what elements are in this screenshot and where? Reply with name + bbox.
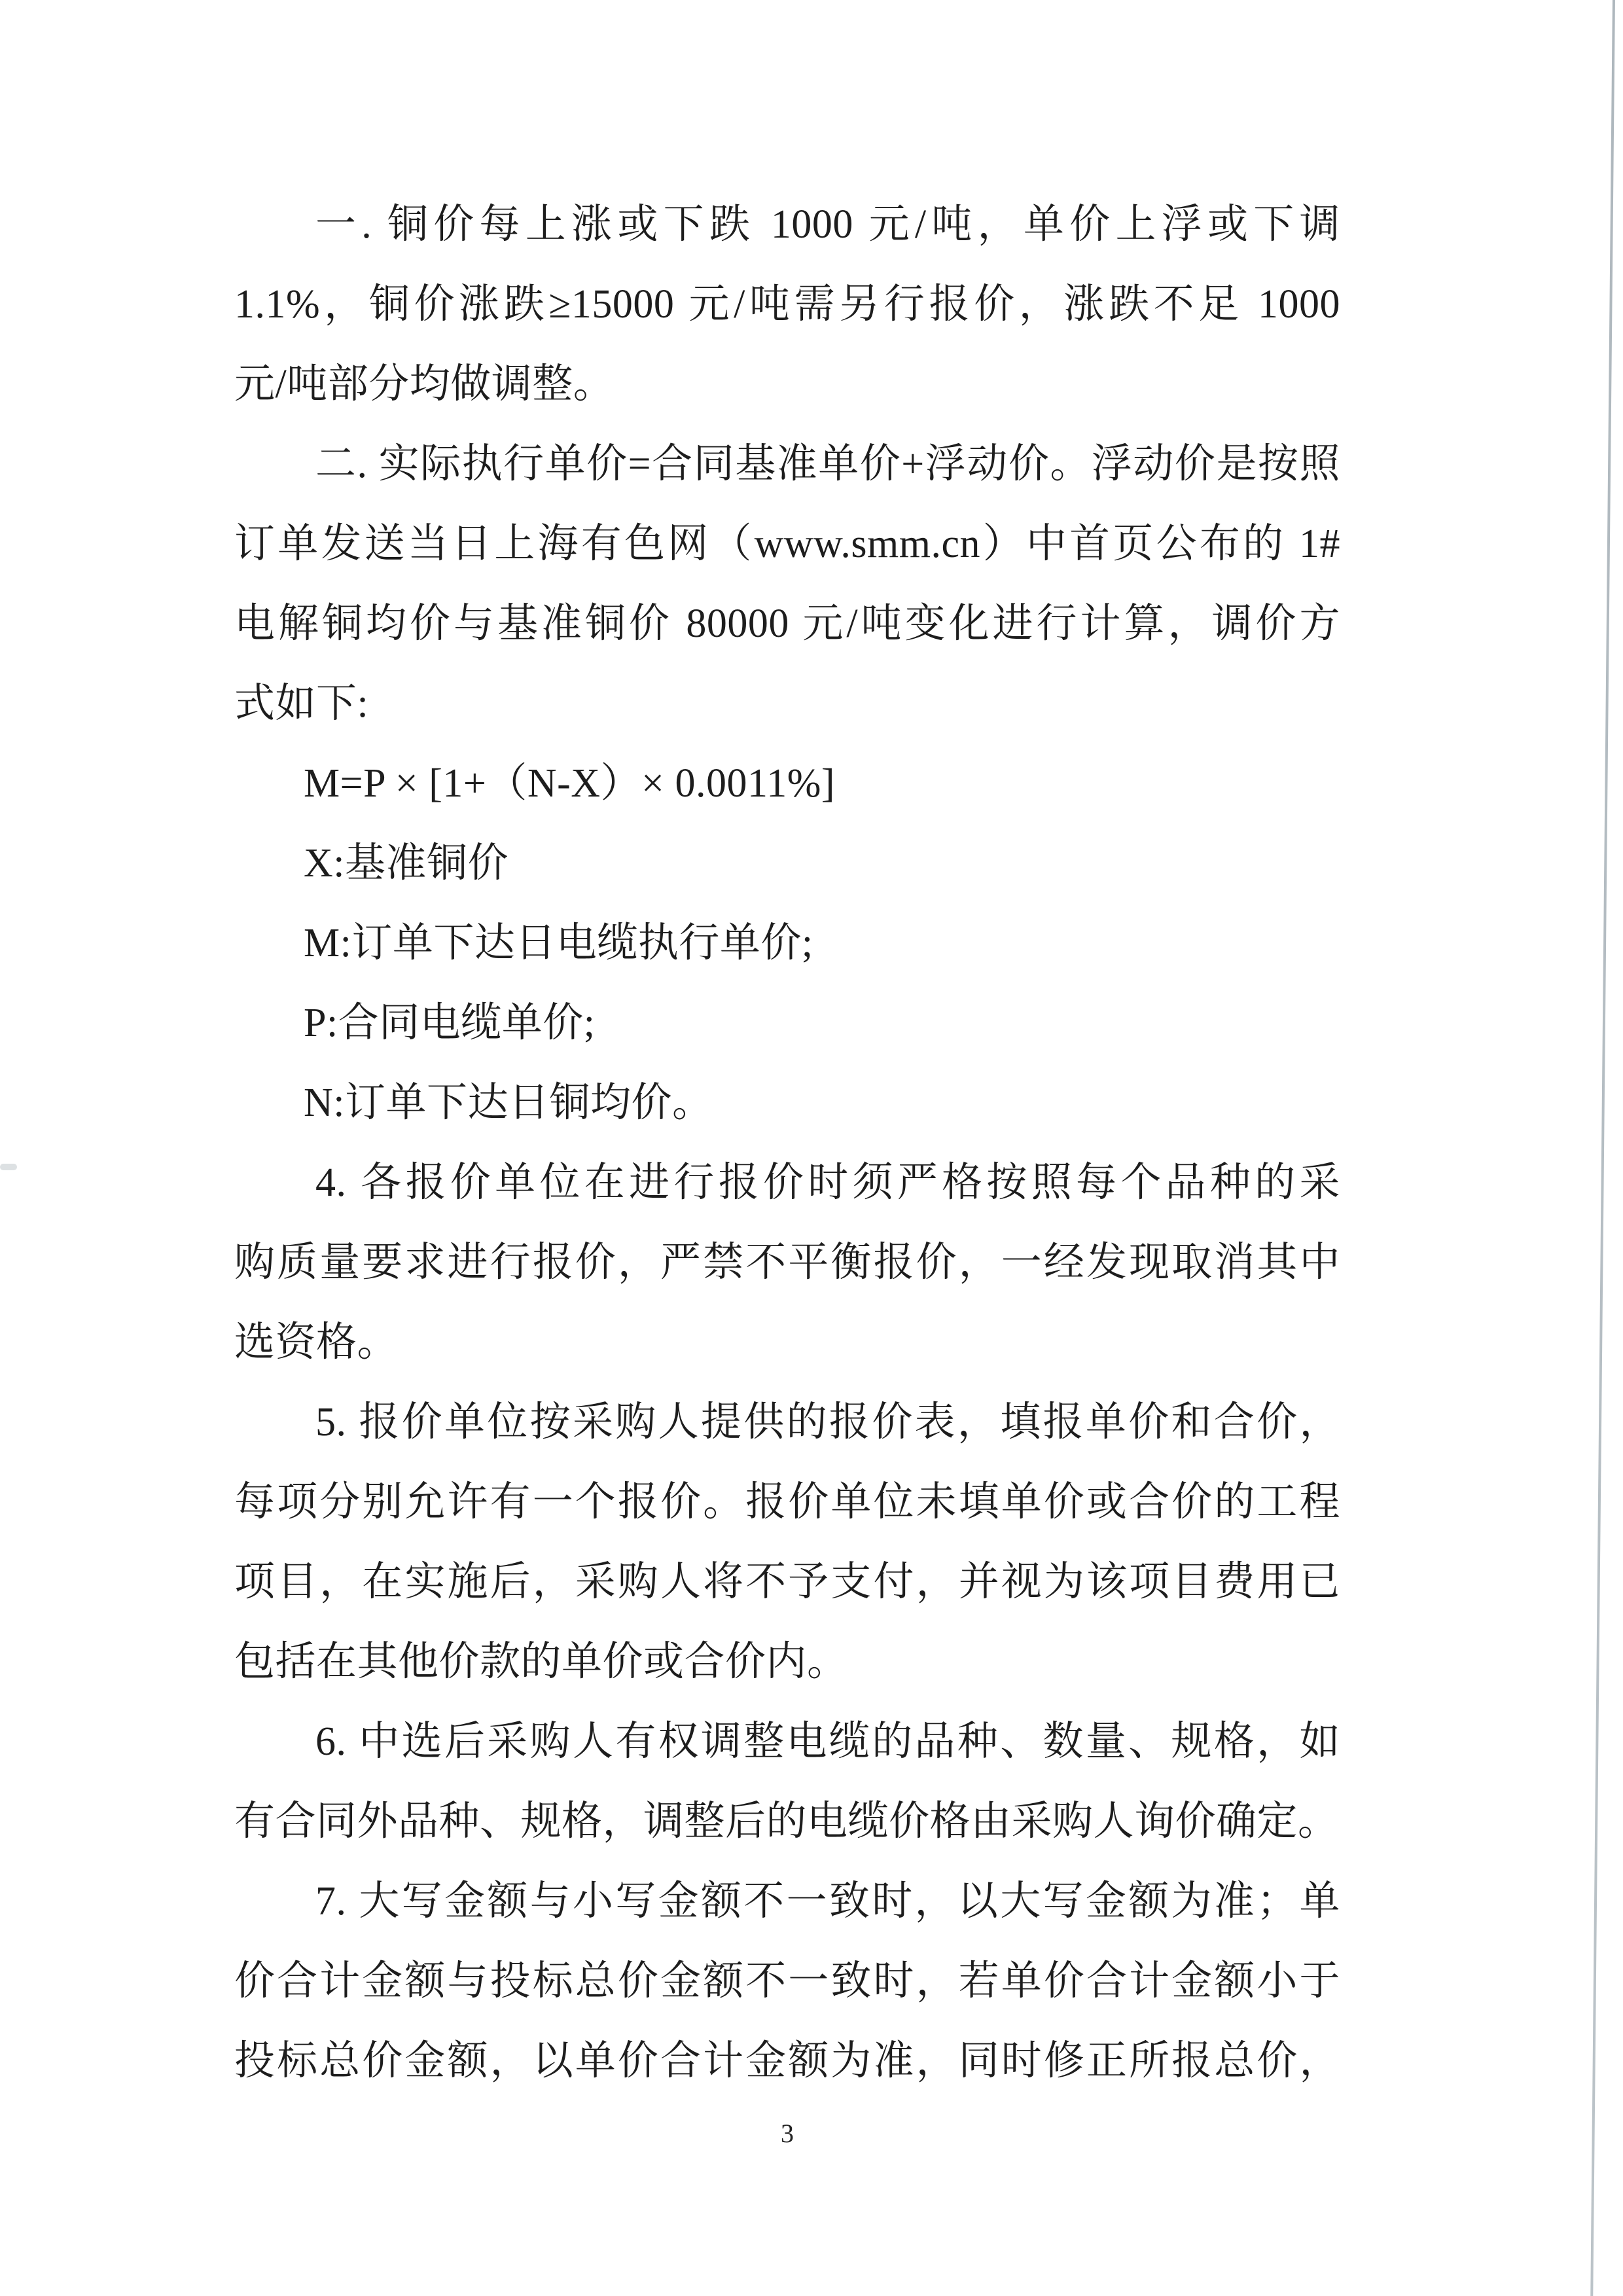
formula-variable-line: M:订单下达日电缆执行单价; xyxy=(304,921,813,965)
scan-smudge-artifact xyxy=(0,1164,17,1170)
formula-variable-line: X:基准铜价 xyxy=(304,841,509,886)
text-line: 元/吨部分均做调整。 xyxy=(234,362,615,406)
text-line: 投标总价金额，以单价合计金额为准，同时修正所报总价， xyxy=(234,2039,1340,2083)
text-line: 包括在其他价款的单价或合价内。 xyxy=(234,1640,848,1684)
text-line: 项目，在实施后，采购人将不予支付，并视为该项目费用已 xyxy=(234,1560,1340,1604)
text-line: 价合计金额与投标总价金额不一致时，若单价合计金额小于 xyxy=(234,1959,1340,2003)
text-line: 电解铜均价与基准铜价 80000 元/吨变化进行计算，调价方 xyxy=(234,601,1340,646)
formula-variable-line: P:合同电缆单价; xyxy=(304,1001,596,1045)
text-line: 1.1%，铜价涨跌≥15000 元/吨需另行报价，涨跌不足 1000 xyxy=(234,282,1340,327)
text-line: 选资格。 xyxy=(234,1320,399,1365)
text-line: 7. 大写金额与小写金额不一致时，以大写金额为准；单 xyxy=(315,1879,1340,1924)
text-line: 二. 实际执行单价=合同基准单价+浮动价。浮动价是按照 xyxy=(315,442,1340,486)
text-line: 4. 各报价单位在进行报价时须严格按照每个品种的采 xyxy=(315,1160,1340,1205)
text-line: 每项分别允许有一个报价。报价单位未填单价或合价的工程 xyxy=(234,1480,1340,1524)
page-number: 3 xyxy=(781,2119,794,2148)
text-line: 5. 报价单位按采购人提供的报价表，填报单价和合价， xyxy=(315,1400,1340,1444)
scan-edge-artifact xyxy=(1590,0,1615,2296)
text-line: 购质量要求进行报价，严禁不平衡报价，一经发现取消其中 xyxy=(234,1240,1340,1285)
text-line: 6. 中选后采购人有权调整电缆的品种、数量、规格，如 xyxy=(315,1719,1340,1764)
document-body xyxy=(234,185,1340,2101)
text-line: 一. 铜价每上涨或下跌 1000 元/吨，单价上浮或下调 xyxy=(315,202,1340,247)
text-line: 订单发送当日上海有色网（www.smm.cn）中首页公布的 1# xyxy=(234,522,1340,566)
text-line: 有合同外品种、规格，调整后的电缆价格由采购人询价确定。 xyxy=(234,1799,1339,1844)
text-line: 式如下: xyxy=(234,681,369,726)
formula-variable-line: N:订单下达日铜均价。 xyxy=(304,1081,713,1125)
formula-line: M=P × [1+（N-X）× 0.0011%] xyxy=(304,761,836,806)
